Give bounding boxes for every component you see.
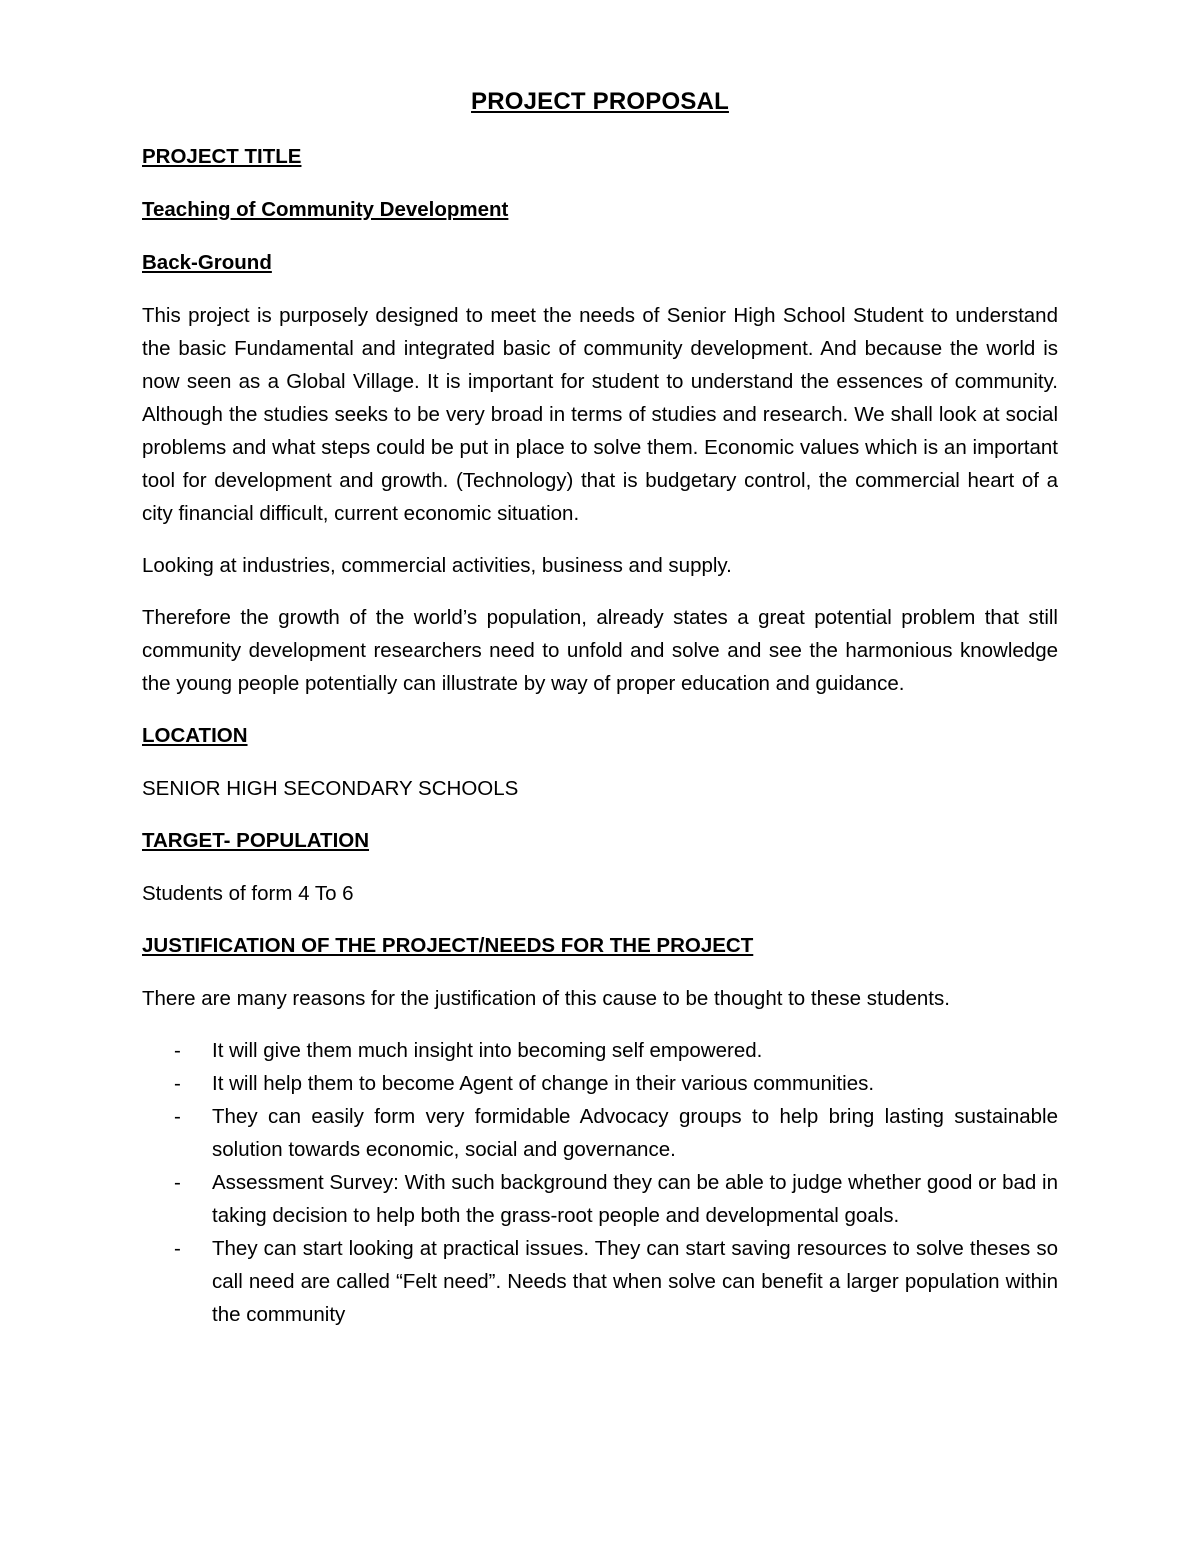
list-item-text: They can easily form very formidable Advocacy groups to help bring lasting sustainable solution towards economic, social and governance. xyxy=(212,1105,1058,1161)
background-paragraph-3: Therefore the growth of the world’s population, already states a great potential problem that still community development researchers need to unfold and solve and see the harmonious knowledge the young people potentially can illustrate by way of proper education and guidance. xyxy=(142,606,1058,695)
list-item xyxy=(142,1067,1058,1100)
background-paragraph-2: Looking at industries, commercial activities, business and supply. xyxy=(142,554,732,577)
project-title: Teaching of Community Development xyxy=(142,198,509,221)
target-population-text: Students of form 4 To 6 xyxy=(142,882,354,905)
bullet-dash: - xyxy=(174,1237,181,1260)
list-item xyxy=(142,1166,1058,1232)
location-text: SENIOR HIGH SECONDARY SCHOOLS xyxy=(142,777,519,800)
list-item-text: Assessment Survey: With such background they can be able to judge whether good or bad in taking decision to help both the grass-root people and developmental goals. xyxy=(212,1171,1058,1227)
list-item-text: It will help them to become Agent of change in their various communities. xyxy=(212,1072,875,1095)
document-page xyxy=(142,84,1058,1331)
list-item-text: They can start looking at practical issues. They can start saving resources to solve theses so call need are called “Felt need”. Needs that when solve can benefit a larger population within the community xyxy=(212,1237,1058,1326)
bullet-dash: - xyxy=(174,1171,181,1194)
justification-heading: JUSTIFICATION OF THE PROJECT/NEEDS FOR THE PROJECT xyxy=(142,934,754,957)
background-heading: Back-Ground xyxy=(142,251,272,274)
list-item xyxy=(142,1232,1058,1331)
background-paragraph-1: This project is purposely designed to meet the needs of Senior High School Student to understand the basic Fundamental and integrated basic of community development. And because the world is now seen as a Global Village. It is important for student to understand the essences of community. Although the studies seeks to be very broad in terms of studies and research. We shall look at social problems and what steps could be put in place to solve them. Economic values which is an important tool for development and growth. (Technology) that is budgetary control, the commercial heart of a city financial difficult, current economic situation. xyxy=(142,304,1058,525)
justification-list xyxy=(142,1034,1058,1331)
target-population-heading: TARGET- POPULATION xyxy=(142,829,370,852)
list-item-text: It will give them much insight into becoming self empowered. xyxy=(212,1039,763,1062)
bullet-dash: - xyxy=(174,1072,181,1095)
list-item xyxy=(142,1034,1058,1067)
location-heading: LOCATION xyxy=(142,724,248,747)
list-item xyxy=(142,1100,1058,1166)
justification-intro: There are many reasons for the justification of this cause to be thought to these students. xyxy=(142,987,950,1010)
project-title-heading: PROJECT TITLE xyxy=(142,145,302,168)
bullet-dash: - xyxy=(174,1105,181,1128)
bullet-dash: - xyxy=(174,1039,181,1062)
document-title: PROJECT PROPOSAL xyxy=(471,88,729,115)
